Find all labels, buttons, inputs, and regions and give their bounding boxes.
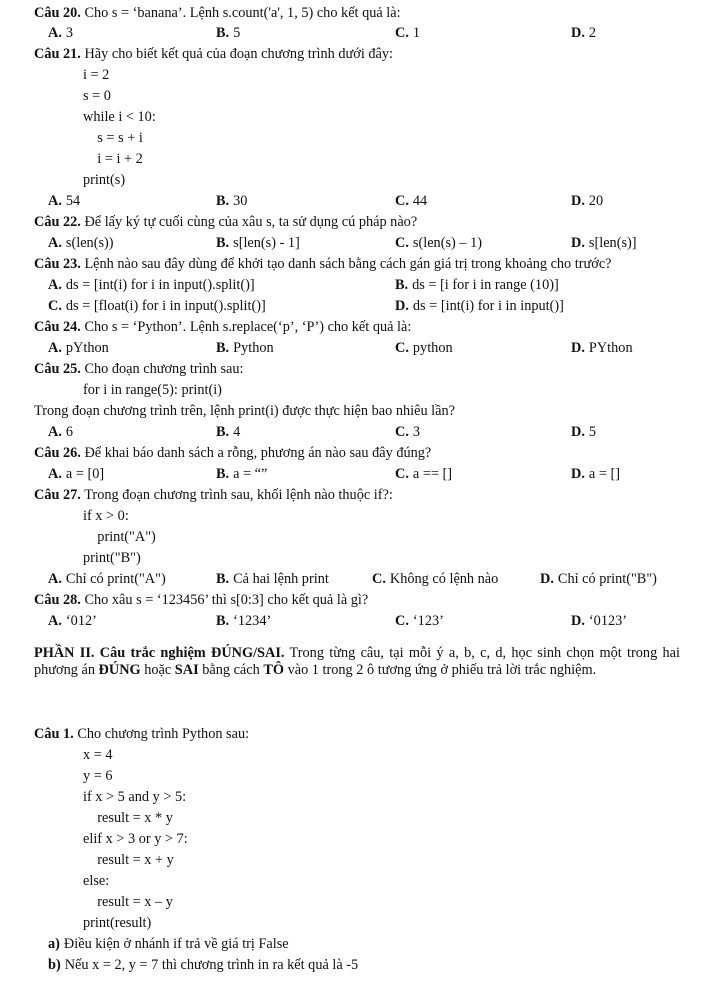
option-c: C. ‘123’ — [395, 613, 444, 629]
question-20 — [34, 4, 401, 23]
code-line: while i < 10: — [83, 109, 156, 125]
code-line: result = x + y — [83, 852, 174, 868]
part-2-intro: PHẦN II. Câu trắc nghiệm ĐÚNG/SAI. Trong từng câu, tại mỗi ý a, b, c, d, học sinh chọn một trong hai phương án ĐÚNG hoặc SAI bằng cách TÔ vào 1 trong 2 ô tương ứng ở phiếu trả lời trắc nghiệm. — [34, 645, 680, 678]
part-2-question-1: Câu 1. Cho chương trình Python sau: — [34, 726, 250, 742]
code-line: i = 2 — [83, 67, 110, 83]
question-text: Cho s = ‘banana’. Lệnh s.count('a', 1, 5) cho kết quả là: — [84, 5, 401, 21]
question-21: Câu 21. Hãy cho biết kết quả của đoạn chương trình dưới đây: — [34, 46, 393, 62]
question-23: Câu 23. Lệnh nào sau đây dùng để khởi tạo danh sách bằng cách gán giá trị trong khoảng cho trước? — [34, 256, 612, 272]
code-line: elif x > 3 or y > 7: — [83, 831, 188, 847]
option-d: D. 2 — [571, 25, 597, 41]
option-b: B. 30 — [216, 193, 248, 209]
question-25: Câu 25. Cho đoạn chương trình sau: — [34, 361, 244, 377]
option-c: C. python — [395, 340, 453, 356]
part-2-heading: PHẦN II. Câu trắc nghiệm ĐÚNG/SAI. — [34, 645, 285, 661]
option-d: D. a = [] — [571, 466, 620, 482]
code-line: y = 6 — [83, 768, 113, 784]
question-26: Câu 26. Để khai báo danh sách a rỗng, phương án nào sau đây đúng? — [34, 445, 432, 461]
option-a: A. 3 — [48, 25, 74, 41]
question-28: Câu 28. Cho xâu s = ‘123456’ thì s[0:3] cho kết quả là gì? — [34, 592, 369, 608]
option-b: B. 4 — [216, 424, 241, 440]
option-a: A. pYthon — [48, 340, 109, 356]
option-b: B. ds = [i for i in range (10)] — [395, 277, 559, 293]
question-27: Câu 27. Trong đoạn chương trình sau, khối lệnh nào thuộc if?: — [34, 487, 393, 503]
option-d: D. ‘0123’ — [571, 613, 628, 629]
option-a: A. ‘012’ — [48, 613, 97, 629]
option-c: C. a == [] — [395, 466, 453, 482]
code-line: print("B") — [83, 550, 141, 566]
option-d: D. 20 — [571, 193, 604, 209]
option-a: A. 6 — [48, 424, 74, 440]
code-line: print(result) — [83, 915, 152, 931]
question-label: Câu 20. — [34, 5, 81, 21]
option-b: B. 5 — [216, 25, 241, 41]
question-22: Câu 22. Để lấy ký tự cuối cùng của xâu s, ta sử dụng cú pháp nào? — [34, 214, 418, 230]
question-text-2: Trong đoạn chương trình trên, lệnh print(i) được thực hiện bao nhiêu lần? — [34, 403, 455, 419]
code-line: x = 4 — [83, 747, 113, 763]
code-line: s = s + i — [83, 130, 143, 146]
option-c: C. 44 — [395, 193, 428, 209]
code-line: else: — [83, 873, 110, 889]
statement-b: b) Nếu x = 2, y = 7 thì chương trình in ra kết quả là -5 — [48, 957, 359, 973]
option-d: D. 5 — [571, 424, 597, 440]
statement-a: a) Điều kiện ở nhánh if trả về giá trị False — [48, 936, 289, 952]
code-line: print("A") — [83, 529, 156, 545]
option-d: D. Chỉ có print("B") — [540, 571, 657, 587]
option-a: A. 54 — [48, 193, 81, 209]
code-line: if x > 5 and y > 5: — [83, 789, 187, 805]
option-a: A. s(len(s)) — [48, 235, 114, 251]
code-line: if x > 0: — [83, 508, 129, 524]
option-b: B. Python — [216, 340, 274, 356]
code-line: result = x – y — [83, 894, 173, 910]
code-line: for i in range(5): print(i) — [83, 382, 222, 398]
option-a: A. ds = [int(i) for i in input().split()] — [48, 277, 255, 293]
option-b: B. ‘1234’ — [216, 613, 272, 629]
option-a: A. a = [0] — [48, 466, 105, 482]
option-b: B. a = “” — [216, 466, 268, 482]
option-c: C. Không có lệnh nào — [372, 571, 499, 587]
option-d: D. PYthon — [571, 340, 633, 356]
code-line: print(s) — [83, 172, 126, 188]
code-line: s = 0 — [83, 88, 111, 104]
option-c: C. 3 — [395, 424, 421, 440]
code-line: result = x * y — [83, 810, 173, 826]
question-24: Câu 24. Cho s = ‘Python’. Lệnh s.replace(‘p’, ‘P’) cho kết quả là: — [34, 319, 412, 335]
option-b: B. Cả hai lệnh print — [216, 571, 329, 587]
code-line: i = i + 2 — [83, 151, 143, 167]
option-b: B. s[len(s) - 1] — [216, 235, 300, 251]
option-c: C. 1 — [395, 25, 421, 41]
option-a: A. Chỉ có print("A") — [48, 571, 166, 587]
option-c: C. ds = [float(i) for i in input().split()] — [48, 298, 266, 314]
option-d: D. s[len(s)] — [571, 235, 637, 251]
option-d: D. ds = [int(i) for i in input()] — [395, 298, 564, 314]
option-c: C. s(len(s) – 1) — [395, 235, 482, 251]
